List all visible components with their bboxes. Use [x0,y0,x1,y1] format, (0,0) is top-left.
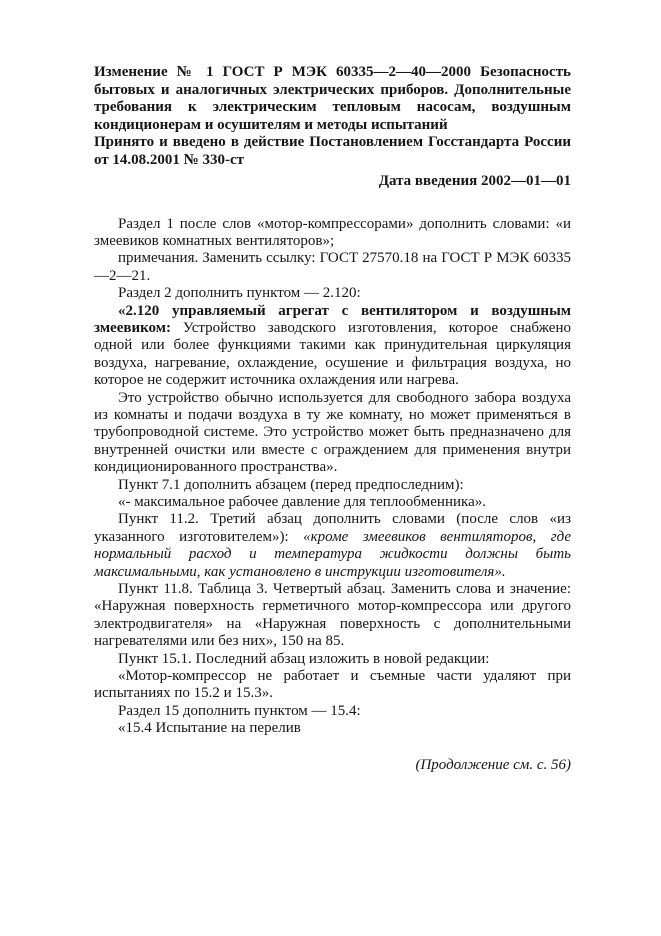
clause-11-2-lead: Пункт 11.2. Третий абзац дополнить словами (после слов «из указанного изготовителем»): [94,511,571,545]
continuation-note: (Продолжение см. с. 56) [415,756,571,773]
paragraph-section1: Раздел 1 после слов «мотор-компрессорами» дополнить словами: «и змеевиков комнатных вентиляторов»; [94,215,571,249]
paragraph-item-2-120-usage: Это устройство обычно используется для свободного забора воздуха из комнаты и подачи воздуха в ту же комнату, но может применяться в трубопроводной системе. Это устройство может быть предназначено для внутренней очистки или вместе с ограждением для применения внутри кондиционированного пространства». [94,389,571,476]
paragraph-item-2-120 [94,303,571,390]
paragraph-section15: Раздел 15 дополнить пунктом — 15.4: [118,702,361,719]
document-title: Изменение № 1 ГОСТ Р МЭК 60335—2—40—2000 Безопасность бытовых и аналогичных электрических приборов. Дополнительные требования к электрическим тепловым насосам, воздушным кондиционерам и осушителям и методы испытаний [94,64,571,133]
definition-2-120: Устройство заводского изготовления, которое снабжено одной или более функциями такими как принудительная циркуляция воздуха, нагревание, охлаждение, осушение и фильтрация воздуха, но которое не содержит источника охлаждения или нагрева. [94,319,571,389]
paragraph-clause-11-2 [94,511,571,581]
adoption-statement: Принято и введено в действие Постановлением Госстандарта России от 14.08.2001 № 330-ст [94,134,571,168]
paragraph-section2: Раздел 2 дополнить пунктом — 2.120: [118,285,361,302]
paragraph-clause-15-1-new: «Мотор-компрессор не работает и съемные части удаляют при испытаниях по 15.2 и 15.3». [94,668,571,702]
clause-11-2-addition: «кроме змеевиков вентиляторов, где нормальный расход и температура жидкости должны быть максимальными, как установлено в инструкции изготовителя». [94,528,571,580]
term-2-120: «2.120 управляемый агрегат с вентилятором и воздушным змеевиком: [94,302,571,336]
paragraph-clause-15-4: «15.4 Испытание на перелив [118,720,301,737]
paragraph-clause-7-1: Пункт 7.1 дополнить абзацем (перед предпоследним): [118,476,464,493]
paragraph-clause-7-1-addition: «- максимальное рабочее давление для теплообменника». [118,494,486,510]
paragraph-clause-11-8: Пункт 11.8. Таблица 3. Четвертый абзац. Заменить слова и значение: «Наружная поверхность герметичного мотор-компрессора или другого электродвигателя» на «Наружная поверхность с дополнительными нагревателями или без них», 150 на 85. [94,581,571,650]
paragraph-clause-15-1: Пункт 15.1. Последний абзац изложить в новой редакции: [118,650,490,667]
paragraph-notes: примечания. Заменить ссылку: ГОСТ 27570.18 на ГОСТ Р МЭК 60335—2—21. [94,250,571,284]
document-body [94,216,571,775]
effective-date: Дата введения 2002—01—01 [378,173,571,189]
